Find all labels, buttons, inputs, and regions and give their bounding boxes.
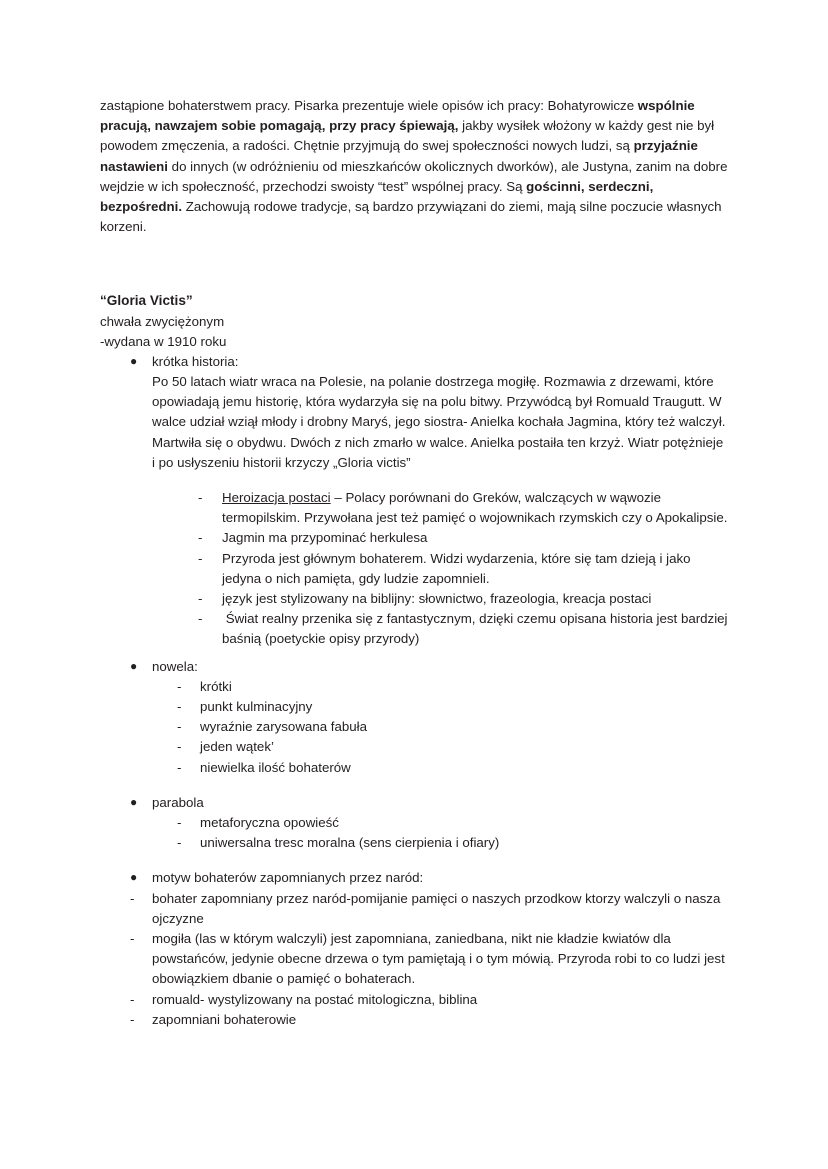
list-spacer [100,473,728,488]
list-item [100,833,728,853]
bullet-label: nowela: [152,658,198,674]
dash-icon: - [177,678,182,694]
dash-icon: - [198,530,203,546]
dash-icon: - [130,991,135,1007]
bullet-icon: ● [130,353,138,368]
parabola-items [100,813,728,853]
subtitle: chwała zwyciężonym [100,313,225,329]
bullet-short-story [100,352,728,372]
list-spacer [100,778,728,793]
list-item [100,929,728,990]
list-item [100,609,732,649]
intro-bold-run: gościnni, serdeczni, bezpośredni. [100,178,654,215]
bullet-label: parabola [152,794,204,810]
list-item-text: metaforyczna opowieść [200,814,339,830]
list-item-text: wyraźnie zarysowana fabuła [200,719,368,735]
list-item-text: bohater zapomniany przez naród-pomijanie pamięci o naszych przodkow ktorzy walczyli o nasza ojczyzne [152,890,725,926]
page-title: “Gloria Victis” [100,293,193,309]
list-item [100,990,728,1010]
list-item [100,1010,728,1030]
dash-icon: - [198,550,203,566]
bullet-forgotten-heroes [100,868,728,888]
list-item-text: niewielka ilość bohaterów [200,759,351,775]
list-item-text: mogiła (las w którym walczyli) jest zapomniana, zaniedbana, nikt nie kładzie kwiatów dla powstańców, jedynie obecne drzewa o tym pamiętają i o tym mówią. Przyroda robi to co ludzi jest obowiązkiem dbanie o pamięć o bohaterach. [152,930,729,987]
list-item [100,549,728,589]
publication-line: -wydana w 1910 roku [100,333,227,349]
list-item [100,488,728,528]
list-item-text: romuald- wystylizowany na postać mitologiczna, biblina [152,991,478,1007]
list-item-text: Przyroda jest głównym bohaterem. Widzi wydarzenia, które się tam dzieją i jako jedyna o nich pamięta, gdy ludzie zapomnieli. [222,550,695,586]
intro-text-run: do innych (w odróżnieniu od mieszkańców okolicznych dworków), ale Justyna, zanim na dobre wejdzie w ich społeczność, przechodzi swoisty “test” wspólnej pracy. Są [100,158,728,194]
list-item-text: jeden wątek’ [200,739,274,755]
section-spacer [100,237,728,291]
bullet-icon: ● [130,658,138,673]
list-item [100,813,728,833]
list-item-text: język jest stylizowany na biblijny: słownictwo, frazeologia, kreacja postaci [222,590,652,606]
list-item [100,889,728,929]
forgotten-heroes-items [100,889,728,1030]
parabola-section [100,793,728,813]
bullet-nowela [100,657,728,677]
list-item-text: zapomniani bohaterowie [152,1011,297,1027]
list-spacer [100,650,728,657]
list-item-text: krótki [200,678,232,694]
list-item [100,758,728,778]
dash-icon: - [177,698,182,714]
dash-icon: - [177,719,182,735]
bullet-label: krótka historia: [152,353,239,369]
bullet-icon: ● [130,870,138,885]
list-item [100,528,728,548]
list-item [100,737,728,757]
list-item-text: uniwersalna tresc moralna (sens cierpienia i ofiary) [200,835,500,851]
dash-icon: - [177,835,182,851]
short-story-section [100,352,728,372]
bullet-icon: ● [130,794,138,809]
dash-icon: - [130,890,135,906]
list-item-text: Świat realny przenika się z fantastycznym, dzięki czemu opisana historia jest bardziej baśnią (poetyckie opisy przyrody) [222,611,732,647]
dash-icon: - [177,814,182,830]
list-item-text: Jagmin ma przypominać herkulesa [222,530,428,546]
dash-icon: - [130,930,135,946]
list-item [100,677,728,697]
short-story-summary: Po 50 latach wiatr wraca na Polesie, na polanie dostrzega mogiłę. Rozmawia z drzewami, które opowiadają jemu historię, która wydarzyła się na polu bitwy. Przywódcą był Romuald Traugutt. W walce udział wziął młody i drobny Maryś, jego siostra- Anielka kochała Jagmina, który też walczył. Martwiła się o obydwu. Dwóch z nich zmarło w walce. Anielka postaiła ten krzyż. Wiatr potężnieje i po usłyszeniu historii krzyczy „Gloria victis” [152,373,726,470]
dash-icon: - [198,590,203,606]
dash-icon: - [130,1011,135,1027]
dash-icon: - [198,489,203,505]
dash-icon: - [177,739,182,755]
underlined-term: Heroizacja postaci [222,489,331,505]
nowela-section [100,657,728,677]
nowela-items [100,677,728,778]
list-item [100,589,728,609]
list-item [100,697,728,717]
intro-bold-run: przyjaźnie nastawieni [100,138,698,174]
intro-text-run: jakby wysiłek włożony w każdy gest nie był powodem zmęczenia, a radości. Chętnie przyjmują do swej społeczności nowych ludzi, są [100,118,715,154]
list-item-text: punkt kulminacyjny [200,698,313,714]
document-content [100,96,732,1030]
dash-icon: - [198,611,203,627]
list-item-text: – Polacy porównani do Greków, walczących w wąwozie termopilskim. Przywołana jest też pamięć o wojownikach rzymskich czy o Apokalipsie. [222,489,728,526]
bullet-label: motyw bohaterów zapomnianych przez naród: [152,870,424,886]
intro-text-run: Zachowują rodowe tradycje, są bardzo przywiązani do ziemi, mają silne poczucie własnych korzeni. [100,199,722,235]
list-item [100,717,728,737]
list-spacer [100,853,728,868]
dash-icon: - [177,759,182,775]
forgotten-heroes-section [100,868,728,888]
intro-paragraph [100,96,728,237]
bullet-parabola [100,793,728,813]
intro-bold-run: wspólnie pracują, nawzajem sobie pomagają, przy pracy śpiewają, [100,98,695,134]
short-story-features [100,488,732,650]
intro-text-run: zastąpione bohaterstwem pracy. Pisarka prezentuje wiele opisów ich pracy: Bohatyrowicze [100,98,638,113]
